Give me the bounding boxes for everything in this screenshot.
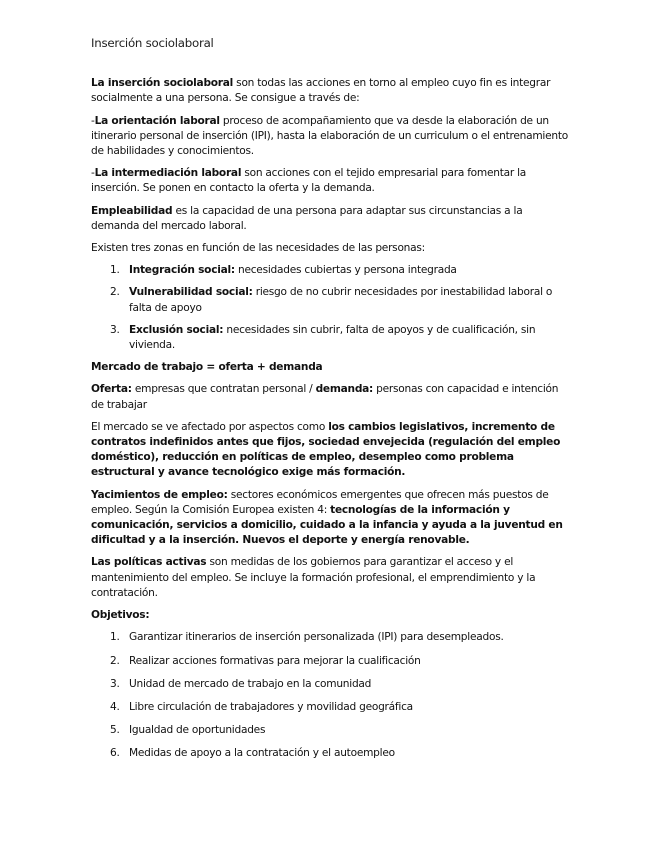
list-item: 3. Unidad de mercado de trabajo en la comunidad — [110, 677, 372, 690]
list-item: 2. Vulnerabilidad social: riesgo de no cubrir necesidades por inestabilidad laboral o falta de apoyo — [110, 286, 553, 314]
yacimientos-paragraph: Yacimientos de empleo: sectores económicos emergentes que ofrecen más puestos de empleo. Según la Comisión Europea existen 4: tecnologías de la información y comunicación, servicios a domicilio, cuidado a la infancia y ayuda a la juventud en dificultad y a la inserción. Nuevos el deporte y energía renovable. — [91, 488, 563, 547]
mercado-afectado-paragraph: El mercado se ve afectado por aspectos como los cambios legislativos, incremento de contratos indefinidos antes que fijos, sociedad envejecida (regulación del empleo doméstico), reducción en políticas de empleo, desempleo como problema estructural y avance tecnológico exige más formación. — [91, 420, 561, 479]
document-title: Inserción sociolaboral — [91, 36, 214, 50]
list-item: 2. Realizar acciones formativas para mejorar la cualificación — [110, 654, 421, 667]
document-page — [91, 36, 571, 770]
objetivos-list — [91, 630, 571, 761]
zonas-intro: Existen tres zonas en función de las necesidades de las personas: — [91, 242, 425, 255]
list-item: 5. Igualdad de oportunidades — [110, 724, 266, 737]
objetivos-heading: Objetivos: — [91, 609, 150, 622]
intermediacion-paragraph: -La intermediación laboral son acciones con el tejido empresarial para fomentar la inserción. Se ponen en contacto la oferta y la demanda. — [91, 167, 527, 195]
list-item: 3. Exclusión social: necesidades sin cubrir, falta de apoyos y de cualificación, sin vivienda. — [110, 323, 536, 352]
list-item: 1. Garantizar itinerarios de inserción personalizada (IPI) para desempleados. — [110, 631, 504, 644]
politicas-paragraph: Las políticas activas son medidas de los gobiernos para garantizar el acceso y el mantenimiento del empleo. Se incluye la formación profesional, el emprendimiento y la contratación. — [91, 556, 536, 599]
mercado-heading: Mercado de trabajo = oferta + demanda — [91, 361, 323, 374]
empleabilidad-paragraph: Empleabilidad es la capacidad de una persona para adaptar sus circunstancias a la demanda del mercado laboral. — [91, 204, 523, 232]
oferta-paragraph: Oferta: empresas que contratan personal / demanda: personas con capacidad e intención de trabajar — [91, 383, 559, 411]
list-item: 1. Integración social: necesidades cubiertas y persona integrada — [110, 264, 457, 277]
list-item: 4. Libre circulación de trabajadores y movilidad geográfica — [110, 700, 413, 713]
orientacion-paragraph: -La orientación laboral proceso de acompañamiento que va desde la elaboración de un itinerario personal de inserción (IPI), hasta la elaboración de un curriculum o el entrenamiento de habilidades y conocimientos. — [91, 114, 568, 158]
zonas-list — [91, 263, 571, 353]
list-item: 6. Medidas de apoyo a la contratación y el autoempleo — [110, 747, 395, 760]
intro-paragraph: La inserción sociolaboral son todas las acciones en torno al empleo cuyo fin es integrar socialmente a una persona. Se consigue a través de: — [91, 77, 551, 105]
